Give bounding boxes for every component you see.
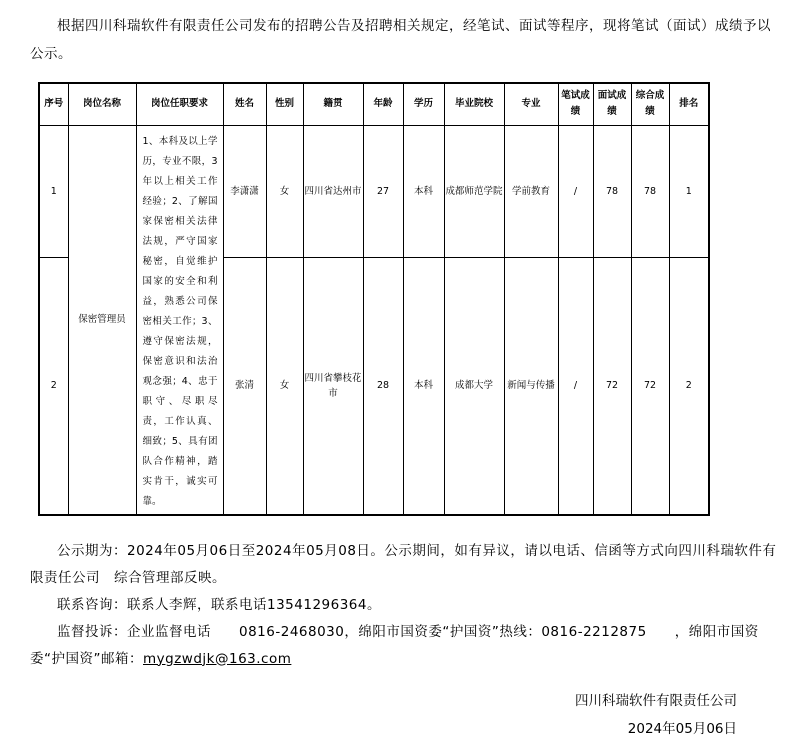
notice-period-paragraph: 公示期为：2024年05月06日至2024年05月08日。公示期间，如有异议，请以电话、信函等方式向四川科瑞软件有限责任公司 综合管理部反映。 bbox=[30, 542, 777, 586]
cell-interview-score: 72 bbox=[593, 258, 631, 515]
cell-written-score: / bbox=[558, 125, 593, 258]
supervision-paragraph bbox=[30, 619, 782, 673]
notice-section bbox=[30, 538, 782, 673]
contact-paragraph: 联系咨询：联系人李辉，联系电话13541296364。 bbox=[57, 596, 381, 613]
header-education: 学历 bbox=[403, 83, 444, 125]
table-row bbox=[39, 125, 709, 258]
header-interview-score: 面试成绩 bbox=[593, 83, 631, 125]
cell-interview-score: 78 bbox=[593, 125, 631, 258]
signature-block bbox=[30, 687, 782, 743]
cell-written-score: / bbox=[558, 258, 593, 515]
cell-requirements: 1、本科及以上学历，专业不限，3年以上相关工作经验；2、了解国家保密相关法律法规，严守国家秘密，自觉维护国家的安全和利益，熟悉公司保密相关工作；3、遵守保密法规，保密意识和法治观念强；4、忠于职守、尽职尽责，工作认真、细致；5、具有团队合作精神，踏实肯干，诚实可靠。 bbox=[136, 125, 223, 515]
header-hometown: 籍贯 bbox=[303, 83, 363, 125]
cell-gender: 女 bbox=[266, 125, 303, 258]
header-requirements: 岗位任职要求 bbox=[136, 83, 223, 125]
header-school: 毕业院校 bbox=[444, 83, 504, 125]
cell-seq: 1 bbox=[39, 125, 68, 258]
cell-position-name: 保密管理员 bbox=[68, 125, 136, 515]
cell-gender: 女 bbox=[266, 258, 303, 515]
header-written-score: 笔试成绩 bbox=[558, 83, 593, 125]
cell-rank: 1 bbox=[669, 125, 709, 258]
cell-overall-score: 78 bbox=[631, 125, 669, 258]
cell-age: 28 bbox=[363, 258, 403, 515]
header-age: 年龄 bbox=[363, 83, 403, 125]
supervision-email-link[interactable]: mygzwdjk@163.com bbox=[143, 650, 292, 667]
signature-company: 四川科瑞软件有限责任公司 bbox=[575, 692, 737, 709]
header-overall-score: 综合成绩 bbox=[631, 83, 669, 125]
header-rank: 排名 bbox=[669, 83, 709, 125]
cell-hometown: 四川省达州市 bbox=[303, 125, 363, 258]
cell-education: 本科 bbox=[403, 125, 444, 258]
cell-major: 新闻与传播 bbox=[504, 258, 558, 515]
header-position: 岗位名称 bbox=[68, 83, 136, 125]
cell-rank: 2 bbox=[669, 258, 709, 515]
cell-education: 本科 bbox=[403, 258, 444, 515]
results-table bbox=[38, 82, 710, 516]
cell-major: 学前教育 bbox=[504, 125, 558, 258]
cell-school: 成都师范学院 bbox=[444, 125, 504, 258]
header-name: 姓名 bbox=[223, 83, 266, 125]
cell-seq: 2 bbox=[39, 258, 68, 515]
intro-paragraph: 根据四川科瑞软件有限责任公司发布的招聘公告及招聘相关规定，经笔试、面试等程序，现将笔试（面试）成绩予以公示。 bbox=[30, 18, 771, 62]
supervision-text: 监督投诉：企业监督电话 0816-2468030，绵阳市国资委“护国资”热线：0816-2212875 ，绵阳市国资委“护国资”邮箱： bbox=[30, 623, 759, 667]
cell-name: 张清 bbox=[223, 258, 266, 515]
cell-school: 成都大学 bbox=[444, 258, 504, 515]
cell-age: 27 bbox=[363, 125, 403, 258]
header-gender: 性别 bbox=[266, 83, 303, 125]
cell-name: 李潇潇 bbox=[223, 125, 266, 258]
cell-overall-score: 72 bbox=[631, 258, 669, 515]
header-major: 专业 bbox=[504, 83, 558, 125]
table-header-row bbox=[39, 83, 709, 125]
cell-hometown: 四川省攀枝花市 bbox=[303, 258, 363, 515]
header-seq: 序号 bbox=[39, 83, 68, 125]
signature-date: 2024年05月06日 bbox=[627, 720, 737, 737]
